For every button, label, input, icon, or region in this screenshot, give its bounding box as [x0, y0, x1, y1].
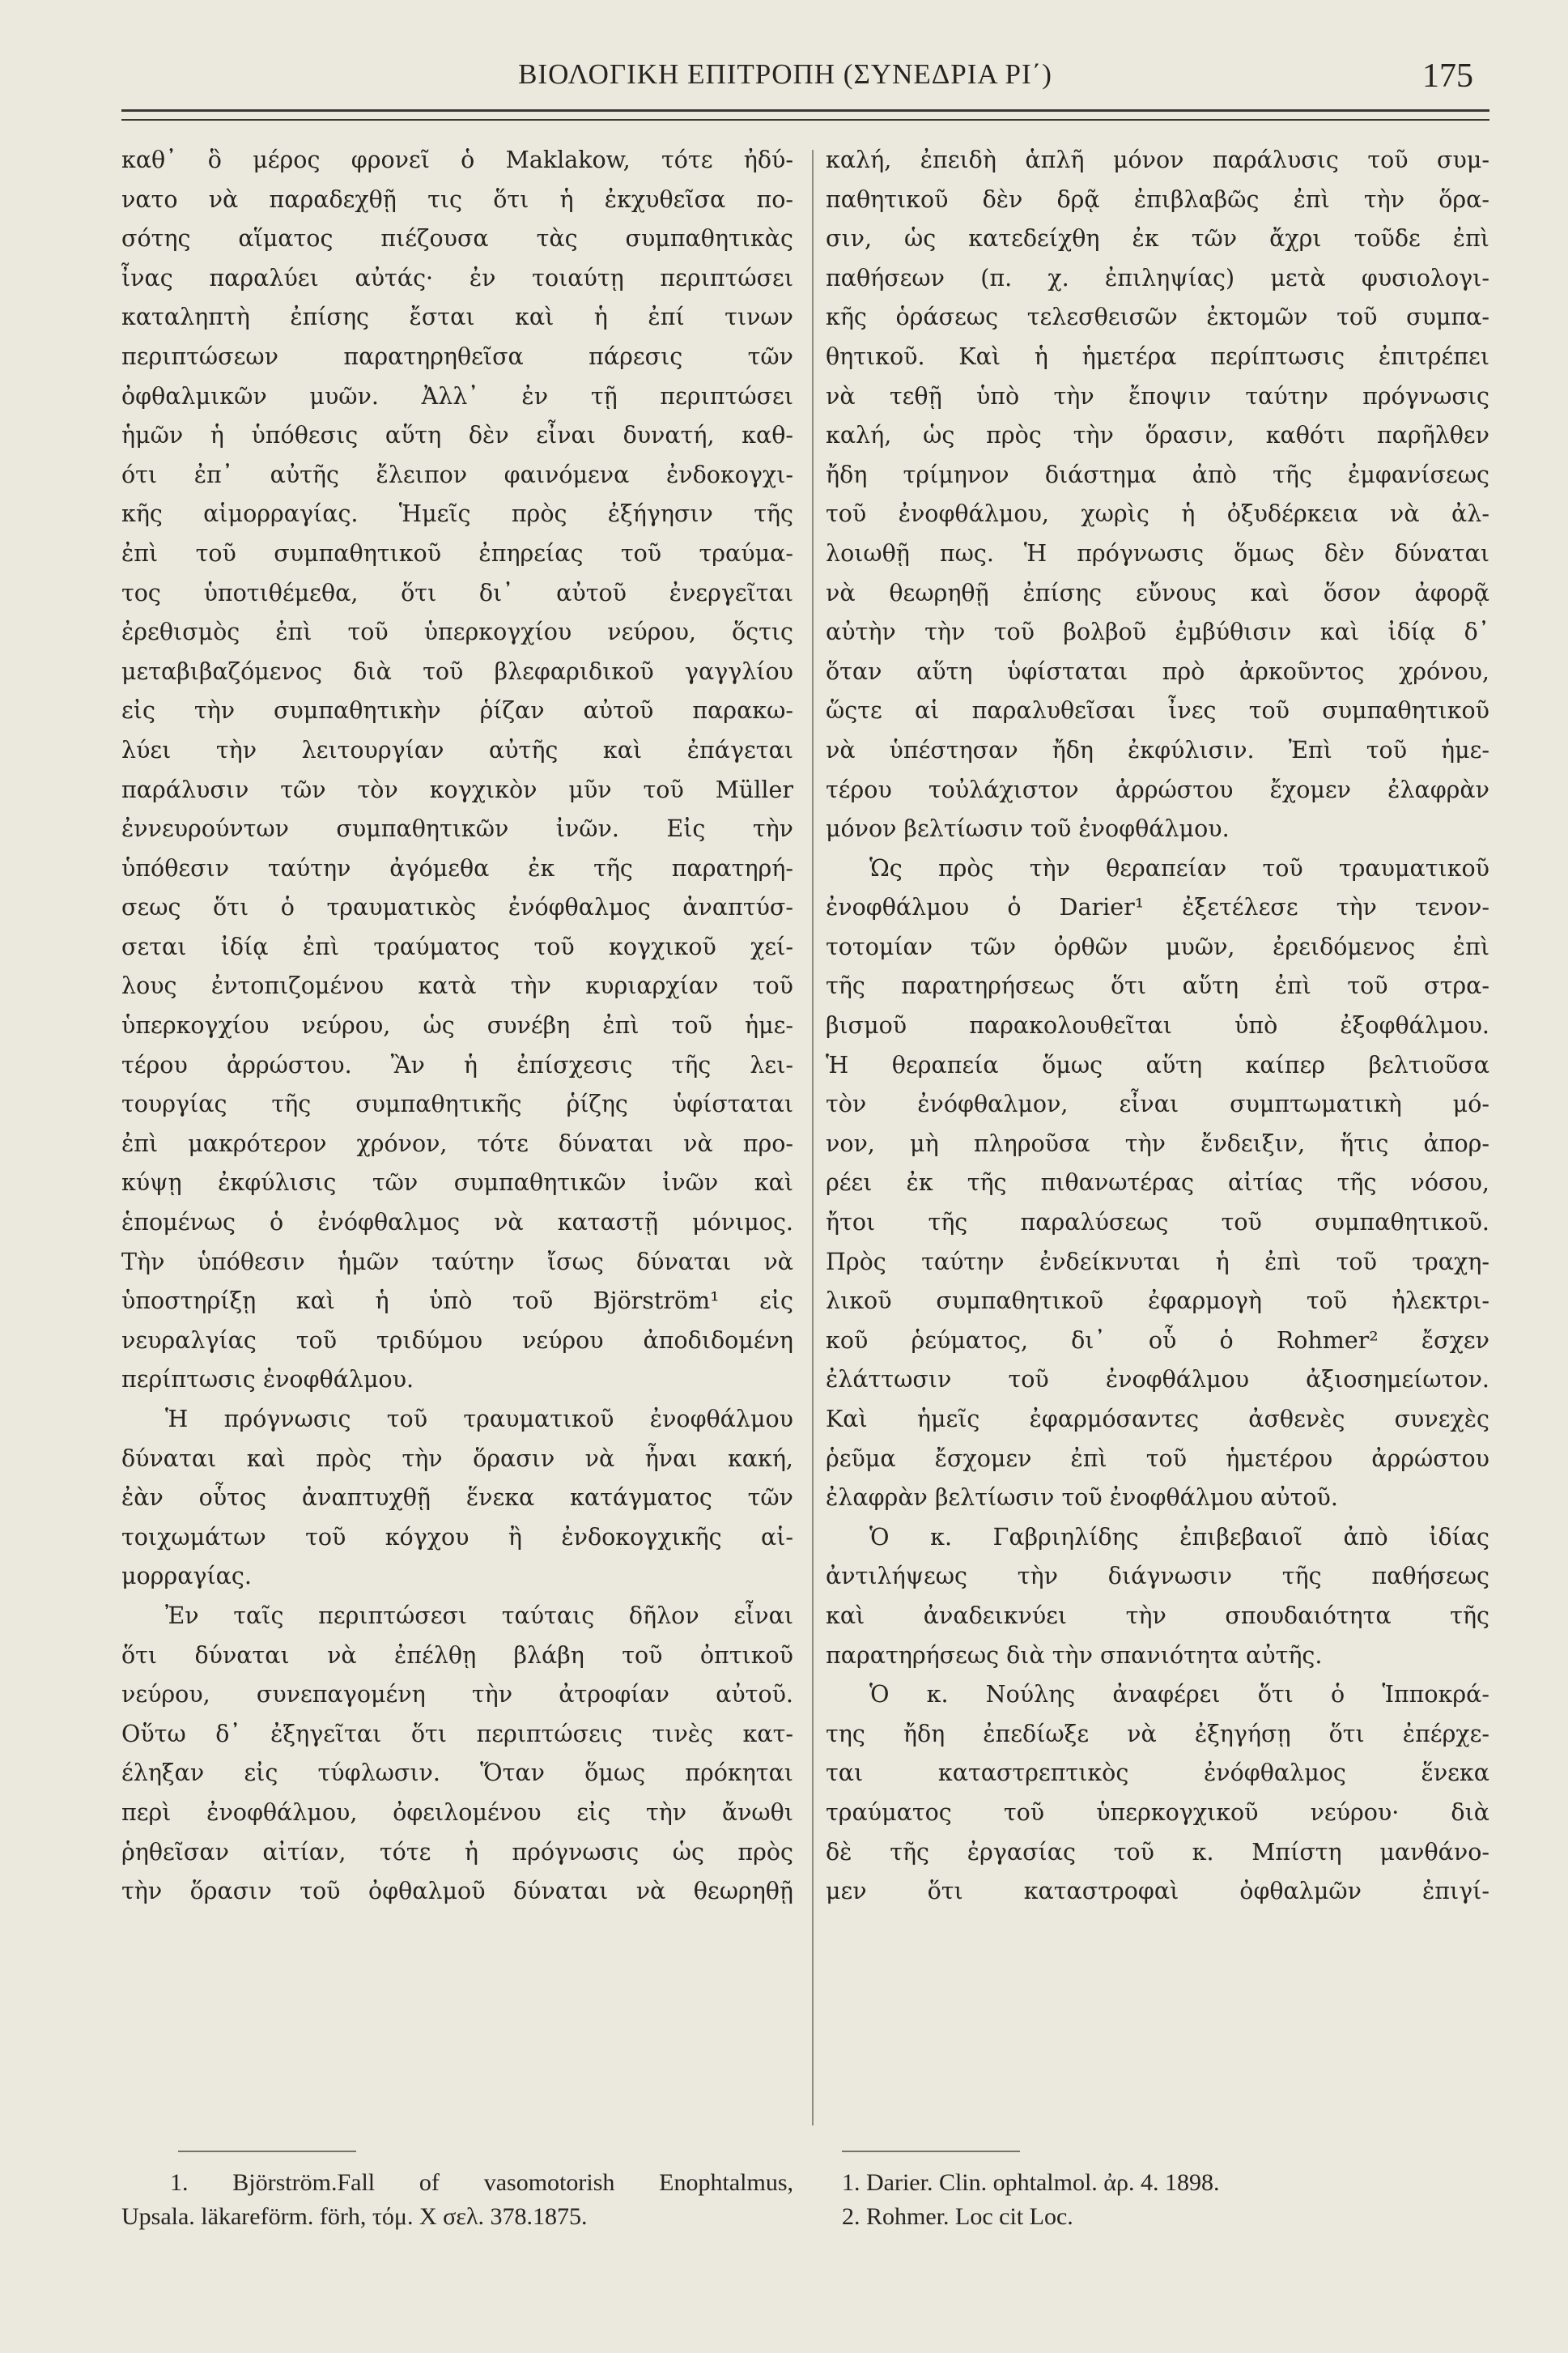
text-line: τουργίας τῆς συμπαθητικῆς ῥίζης ὑφίσταται	[121, 1091, 793, 1118]
running-title: ΒΙΟΛΟΓΙΚΗ ΕΠΙΤΡΟΠΗ (ΣΥΝΕΔΡΙΑ ΡΙ΄)	[518, 58, 1052, 90]
text-line: νεύρου, συνεπαγομένη τὴν ἀτροφίαν αὐτοῦ.	[121, 1681, 793, 1708]
text-line: νατο νὰ παραδεχθῇ τις ὅτι ἡ ἐκχυθεῖσα πο-	[121, 185, 793, 213]
text-line: ἡμῶν ἡ ὑπόθεσις αὕτη δὲν εἶναι δυνατή, καθ-	[121, 422, 793, 449]
text-line: Ὁ κ. Γαβριηλίδης ἐπιβεβαιοῖ ἀπὸ ἰδίας	[869, 1523, 1489, 1551]
text-line: ότι ἐπ᾽ αὐτῆς ἔλειπον φαινόμενα ἐνδοκογχι-	[121, 461, 793, 488]
text-line: ἤδη τρίμηνον διάστημα ἀπὸ τῆς ἐμφανίσεως	[826, 461, 1489, 488]
text-line: τραύματος τοῦ ὑπερκογχικοῦ νεύρου· διὰ	[826, 1798, 1489, 1826]
header-rule-inner	[121, 119, 1489, 121]
text-line: παθητικοῦ δὲν δρᾷ ἐπιβλαβῶς ἐπὶ τὴν ὅρα-	[826, 185, 1489, 213]
text-line: καλή, ὡς πρὸς τὴν ὅρασιν, καθότι παρῆλθεν	[826, 422, 1489, 449]
text-line: ὅτι δύναται νὰ ἐπέλθῃ βλάβη τοῦ ὀπτικοῦ	[121, 1641, 793, 1669]
text-line: ρέει ἐκ τῆς πιθανωτέρας αἰτίας τῆς νόσου,	[826, 1169, 1489, 1197]
text-line: Τὴν ὑπόθεσιν ἡμῶν ταύτην ἴσως δύναται νὰ	[121, 1248, 793, 1275]
text-line: Οὕτω δ᾽ ἐξηγεῖται ὅτι περιπτώσεις τινὲς κατ-	[121, 1720, 793, 1747]
text-line: ῥηθεῖσαν αἰτίαν, τότε ἡ πρόγνωσις ὡς πρὸς	[121, 1838, 793, 1866]
text-line: καλή, ἐπειδὴ ἁπλῆ μόνον παράλυσις τοῦ συμ-	[826, 147, 1489, 173]
text-line: περίπτωσις ἐνοφθάλμου.	[121, 1366, 414, 1394]
text-line: λικοῦ συμπαθητικοῦ ἐφαρμογὴ τοῦ ἠλεκτρι-	[826, 1287, 1489, 1315]
text-line: ῥεῦμα ἔσχομεν ἐπὶ τοῦ ἡμετέρου ἀρρώστου	[826, 1445, 1489, 1472]
text-line: ὑποστηρίξῃ καὶ ἡ ὑπὸ τοῦ Björström¹ εἰς	[121, 1287, 793, 1315]
text-line: Καὶ ἡμεῖς ἐφαρμόσαντες ἀσθενὲς συνεχὲς	[826, 1406, 1489, 1432]
text-line: της ἤδη ἐπεδίωξε νὰ ἐξηγήσῃ ὅτι ἐπέρχε-	[826, 1720, 1489, 1747]
header-rule	[121, 109, 1489, 112]
text-line: Ἡ πρόγνωσις τοῦ τραυματικοῦ ἐνοφθάλμου	[165, 1406, 793, 1432]
text-line: λους ἐντοπιζομένου κατὰ τὴν κυριαρχίαν τοῦ	[121, 972, 793, 1000]
footnotes-right	[842, 2166, 1473, 2234]
text-line: τος ὑποτιθέμεθα, ὅτι δι᾽ αὐτοῦ ἐνεργεῖται	[121, 579, 793, 606]
left-text-column	[121, 141, 793, 1912]
text-line: ἶνας παραλύει αὐτάς· ἐν τοιαύτῃ περιπτώσει	[121, 264, 793, 291]
text-line: νευραλγίας τοῦ τριδύμου νεύρου ἀποδιδομένη	[121, 1326, 793, 1354]
text-line: τὴν ὅρασιν τοῦ ὀφθαλμοῦ δύναται νὰ θεωρηθῇ	[121, 1878, 793, 1905]
text-line: σεως ὅτι ὁ τραυματικὸς ἐνόφθαλμος ἀναπτύσ-	[121, 894, 793, 921]
text-line: ἐλάττωσιν τοῦ ἐνοφθάλμου ἀξιοσημείωτον.	[826, 1366, 1489, 1394]
text-line: παράλυσιν τῶν τὸν κογχικὸν μῦν τοῦ Müller	[121, 776, 793, 803]
text-line: Ἡ θεραπεία ὅμως αὕτη καίπερ βελτιοῦσα	[826, 1051, 1489, 1079]
text-line: τέρου ἀρρώστου. Ἂν ἡ ἐπίσχεσις τῆς λει-	[121, 1051, 793, 1079]
column-divider	[812, 150, 814, 2125]
text-line: παθήσεων (π. χ. ἐπιληψίας) μετὰ φυσιολογι-	[826, 264, 1489, 291]
text-line: κοῦ ῥεύματος, δι᾽ οὗ ὁ Rohmer² ἔσχεν	[826, 1326, 1489, 1354]
footnotes-left	[121, 2166, 793, 2234]
text-line: κύψῃ ἐκφύλισις τῶν συμπαθητικῶν ἰνῶν καὶ	[121, 1169, 793, 1197]
text-line: κῆς αἱμορραγίας. Ἡμεῖς πρὸς ἐξήγησιν τῆς	[121, 500, 793, 528]
text-line: θητικοῦ. Καὶ ἡ ἡμετέρα περίπτωσις ἐπιτρέπει	[826, 343, 1489, 370]
text-line: δύναται καὶ πρὸς τὴν ὅρασιν νὰ ἦναι κακή,	[121, 1445, 793, 1472]
footnote-bjorstrom-line-1: 1. Björström.Fall of vasomotorish Enophtalmus,	[170, 2169, 793, 2196]
text-line: τὸν ἐνόφθαλμον, εἶναι συμπτωματικὴ μό-	[826, 1091, 1489, 1118]
text-line: ἐννευρούντων συμπαθητικῶν ἰνῶν. Εἰς τὴν	[121, 815, 793, 843]
text-line: σιν, ὡς κατεδείχθη ἐκ τῶν ἄχρι τοῦδε ἐπὶ	[826, 225, 1489, 253]
text-line: νὰ ὑπέστησαν ἤδη ἐκφύλισιν. Ἐπὶ τοῦ ἡμε-	[826, 736, 1489, 764]
text-line: ται καταστρεπτικὸς ἐνόφθαλμος ἕνεκα	[826, 1759, 1489, 1787]
text-line: Ὡς πρὸς τὴν θεραπείαν τοῦ τραυματικοῦ	[869, 854, 1489, 882]
text-line: σότης αἵματος πιέζουσα τὰς συμπαθητικὰς	[121, 225, 793, 253]
text-line: μορραγίας.	[121, 1563, 252, 1590]
text-line: ἐπὶ τοῦ συμπαθητικοῦ ἐπηρείας τοῦ τραύμα-	[121, 539, 793, 567]
text-line: περιπτώσεων παρατηρηθεῖσα πάρεσις τῶν	[121, 343, 793, 370]
text-line: τῆς παρατηρήσεως ὅτι αὕτη ἐπὶ τοῦ στρα-	[826, 972, 1489, 1000]
text-line: αὐτὴν τὴν τοῦ βολβοῦ ἐμβύθισιν καὶ ἰδίᾳ δ᾽	[826, 619, 1489, 646]
text-line: κῆς ὁράσεως τελεσθεισῶν ἐκτομῶν τοῦ συμπα-	[826, 304, 1489, 331]
text-line: ὀφθαλμικῶν μυῶν. Ἀλλ᾽ ἐν τῇ περιπτώσει	[121, 382, 793, 410]
text-line: τέρου τοὐλάχιστον ἀρρώστου ἔχομεν ἐλαφρὰν	[826, 776, 1489, 803]
text-line: ἑπομένως ὁ ἐνόφθαλμος νὰ καταστῇ μόνιμος.	[121, 1209, 793, 1236]
text-line: ὑπόθεσιν ταύτην ἀγόμεθα ἐκ τῆς παρατηρή-	[121, 854, 793, 882]
text-line: ἐπὶ μακρότερον χρόνον, τότε δύναται νὰ προ-	[121, 1130, 793, 1157]
text-line: ἐρεθισμὸς ἐπὶ τοῦ ὑπερκογχίου νεύρου, ὅςτις	[121, 619, 793, 646]
text-line: τοῦ ἐνοφθάλμου, χωρὶς ἡ ὀξυδέρκεια νὰ ἀλ-	[826, 500, 1489, 528]
text-line: Πρὸς ταύτην ἐνδείκνυται ἡ ἐπὶ τοῦ τραχη-	[826, 1248, 1489, 1275]
text-line: λύει τὴν λειτουργίαν αὐτῆς καὶ ἐπάγεται	[121, 736, 793, 764]
text-line: τοιχωμάτων τοῦ κόγχου ἢ ἐνδοκογχικῆς αἱ-	[121, 1523, 793, 1551]
text-line: νον, μὴ πληροῦσα τὴν ἔνδειξιν, ἥτις ἀπορ-	[826, 1130, 1489, 1157]
text-line: καθ᾽ ὃ μέρος φρονεῖ ὁ Maklakow, τότε ἠδύ-	[121, 147, 793, 173]
text-line: βισμοῦ παρακολουθεῖται ὑπὸ ἐξοφθάλμου.	[826, 1012, 1489, 1040]
text-line: καὶ ἀναδεικνύει τὴν σπουδαιότητα τῆς	[826, 1602, 1489, 1629]
footnote-rule-right	[842, 2151, 1020, 2152]
text-line: ὥςτε αἱ παραλυθεῖσαι ἶνες τοῦ συμπαθητικοῦ	[826, 697, 1489, 725]
text-line: λοιωθῇ πως. Ἡ πρόγνωσις ὅμως δὲν δύναται	[826, 539, 1489, 567]
footnote-darier: 1. Darier. Clin. ophtalmol. ἀρ. 4. 1898.	[842, 2169, 1220, 2196]
footnote-rohmer: 2. Rohmer. Loc cit Loc.	[842, 2203, 1073, 2230]
text-line: ἀντιλήψεως τὴν διάγνωσιν τῆς παθήσεως	[826, 1563, 1489, 1590]
text-line: ἐνοφθάλμου ὁ Darier¹ ἐξετέλεσε τὴν τενον-	[826, 894, 1489, 921]
text-line: ὑπερκογχίου νεύρου, ὡς συνέβη ἐπὶ τοῦ ἡμε-	[121, 1012, 793, 1040]
text-line: καταληπτὴ ἐπίσης ἔσται καὶ ἡ ἐπί τινων	[121, 304, 793, 331]
text-line: μόνον βελτίωσιν τοῦ ἐνοφθάλμου.	[826, 815, 1230, 843]
footnote-rule-left	[178, 2151, 356, 2152]
text-line: έληξαν εἰς τύφλωσιν. Ὅταν ὅμως πρόκηται	[121, 1759, 793, 1787]
text-line: νὰ τεθῇ ὑπὸ τὴν ἔποψιν ταύτην πρόγνωσις	[826, 382, 1489, 410]
text-line: τοτομίαν τῶν ὀρθῶν μυῶν, ἐρειδόμενος ἐπὶ	[826, 933, 1489, 960]
text-line: ἤτοι τῆς παραλύσεως τοῦ συμπαθητικοῦ.	[826, 1209, 1489, 1236]
text-line: ἐὰν οὗτος ἀναπτυχθῇ ἕνεκα κατάγματος τῶν	[121, 1484, 793, 1512]
text-line: δὲ τῆς ἐργασίας τοῦ κ. Μπίστη μανθάνο-	[826, 1838, 1489, 1866]
text-line: μεν ὅτι καταστροφαὶ ὀφθαλμῶν ἐπιγί-	[826, 1878, 1489, 1905]
page-number: 175	[1422, 57, 1473, 95]
text-line: ὅταν αὕτη ὑφίσταται πρὸ ἀρκοῦντος χρόνου,	[826, 657, 1489, 685]
text-line: περὶ ἐνοφθάλμου, ὀφειλομένου εἰς τὴν ἄνωθι	[121, 1798, 793, 1826]
text-line: μεταβιβαζόμενος διὰ τοῦ βλεφαριδικοῦ γαγγλίου	[121, 657, 793, 685]
text-line: Ὁ κ. Νούλης ἀναφέρει ὅτι ὁ Ἱπποκρά-	[869, 1681, 1489, 1708]
text-line: Ἐν ταῖς περιπτώσεσι ταύταις δῆλον εἶναι	[165, 1602, 793, 1629]
text-line: νὰ θεωρηθῇ ἐπίσης εὔνους καὶ ὅσον ἀφορᾷ	[826, 579, 1489, 606]
right-text-column	[826, 141, 1489, 1912]
text-line: ἐλαφρὰν βελτίωσιν τοῦ ἐνοφθάλμου αὐτοῦ.	[826, 1484, 1338, 1512]
text-line: εἰς τὴν συμπαθητικὴν ῥίζαν αὐτοῦ παρακω-	[121, 697, 793, 725]
text-line: σεται ἰδίᾳ ἐπὶ τραύματος τοῦ κογχικοῦ χεί-	[121, 933, 793, 960]
text-line: παρατηρήσεως διὰ τὴν σπανιότητα αὐτῆς.	[826, 1641, 1323, 1669]
footnote-bjorstrom-line-2: Upsala. läkareförm. förh, τόμ. X σελ. 378.1875.	[121, 2203, 588, 2230]
